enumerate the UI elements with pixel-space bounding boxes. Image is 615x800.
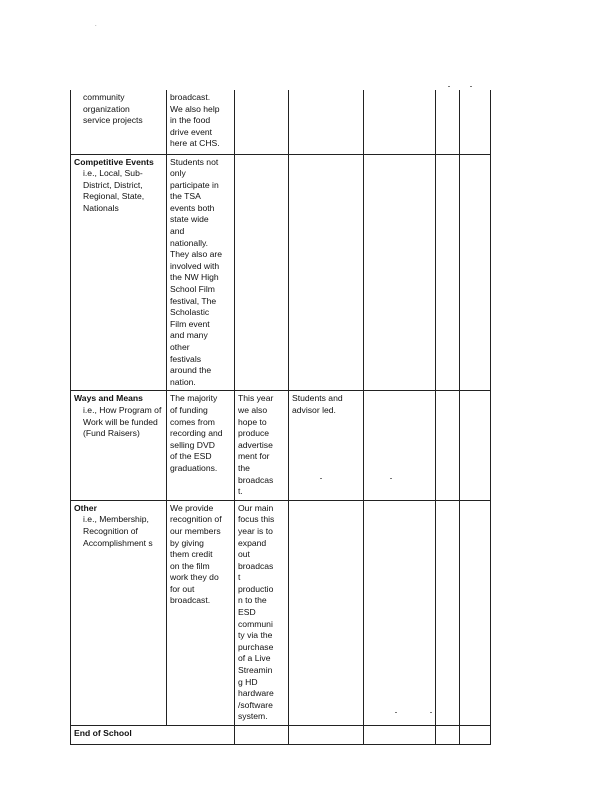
category-description: i.e., Membership, Recognition of Accomplishment s <box>83 514 153 548</box>
plan-cell: This year we also hope to produce advertise ment for the broadcas t. <box>235 391 289 500</box>
empty-cell <box>460 90 491 154</box>
empty-cell <box>460 500 491 725</box>
activity-cell: Students not only participate in the TSA events both state wide and nationally. They also are involved with the NW High School Film festival, The Scholastic Film event and many other festivals around the nation. <box>167 154 235 391</box>
empty-cell <box>364 500 436 725</box>
program-of-work-table <box>70 90 491 745</box>
empty-cell <box>460 726 491 745</box>
category-cell <box>71 154 167 391</box>
empty-cell <box>460 154 491 391</box>
empty-cell <box>436 154 460 391</box>
category-description: community organization service projects <box>83 92 143 126</box>
table-row <box>71 154 491 391</box>
table-row <box>71 726 491 745</box>
empty-cell <box>364 90 436 154</box>
empty-cell <box>235 726 289 745</box>
plan-cell: Our main focus this year is to expand out broadcas t productio n to the ESD communi ty via the purchase of a Live Streamin g HD hardware /software system. <box>235 500 289 725</box>
category-cell <box>71 391 167 500</box>
responsibility-cell: Students and advisor led. <box>289 391 364 500</box>
responsibility-cell <box>289 154 364 391</box>
empty-cell <box>436 726 460 745</box>
table-row <box>71 90 491 154</box>
empty-cell <box>436 90 460 154</box>
table-row <box>71 391 491 500</box>
responsibility-cell <box>289 500 364 725</box>
category-cell <box>71 90 167 154</box>
scan-speck <box>430 712 432 713</box>
empty-cell <box>289 726 364 745</box>
scan-speck <box>395 712 397 713</box>
table-row <box>71 500 491 725</box>
empty-cell <box>364 154 436 391</box>
category-cell <box>71 500 167 725</box>
category-description: i.e., Local, Sub-District, District, Regional, State, Nationals <box>83 168 145 213</box>
category-title: Ways and Means <box>74 393 143 404</box>
activity-cell: broadcast. We also help in the food drive event here at CHS. <box>167 90 235 154</box>
activity-cell: We provide recognition of our members by giving them credit on the film work they do for out broadcast. <box>167 500 235 725</box>
category-title: Competitive Events <box>74 156 154 167</box>
scan-speck <box>390 478 392 479</box>
empty-cell <box>436 500 460 725</box>
scan-speck <box>470 86 472 87</box>
activity-cell: The majority of funding comes from recording and selling DVD of the ESD graduations. <box>167 391 235 500</box>
page-mark: . <box>95 22 97 28</box>
empty-cell <box>436 391 460 500</box>
empty-cell <box>364 726 436 745</box>
empty-cell <box>460 391 491 500</box>
category-title: Other <box>74 502 97 513</box>
end-of-school-label: End of School <box>71 726 235 745</box>
scan-speck <box>320 478 322 479</box>
empty-cell <box>364 391 436 500</box>
plan-cell <box>235 90 289 154</box>
plan-cell <box>235 154 289 391</box>
category-description: i.e., How Program of Work will be funded (Fund Raisers) <box>83 404 162 439</box>
scan-speck <box>448 86 450 87</box>
responsibility-cell <box>289 90 364 154</box>
